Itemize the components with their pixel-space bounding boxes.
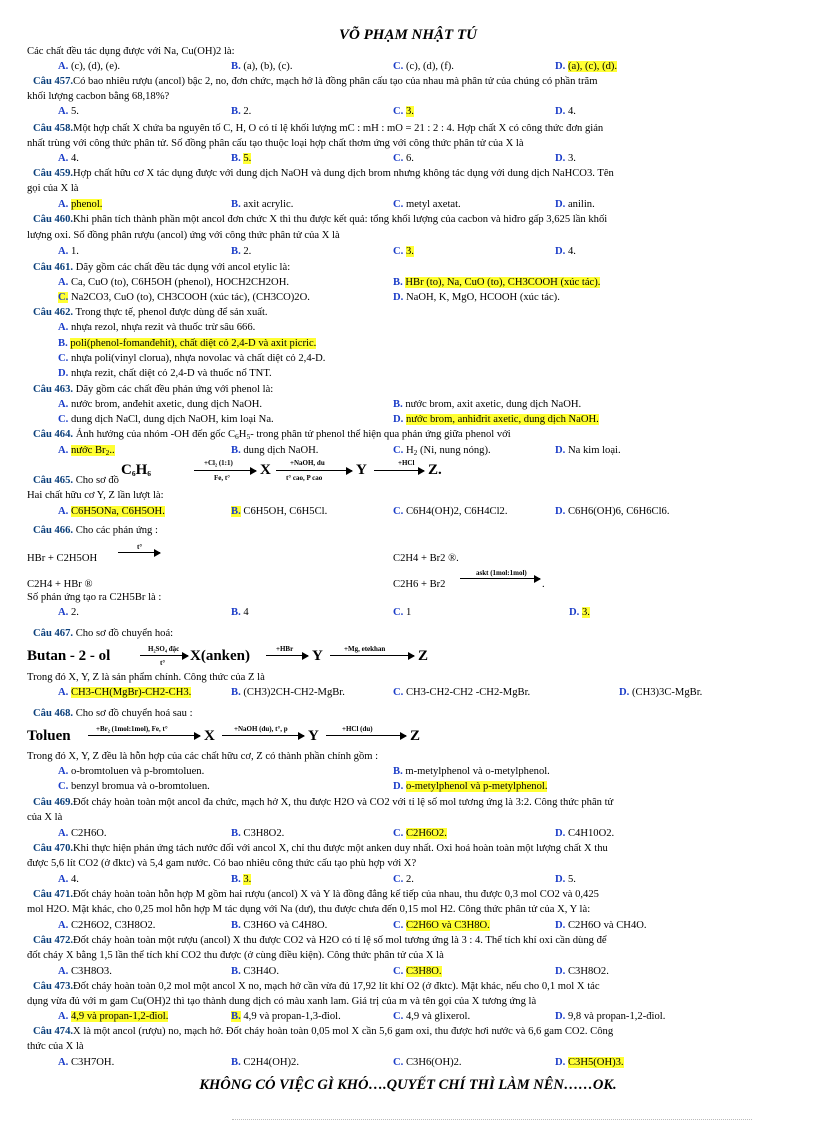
- q457-option-b: B. 2.: [231, 106, 252, 117]
- q466-option-a: A. 2.: [58, 607, 79, 618]
- q472-option-a: A. C3H8O3.: [58, 966, 112, 977]
- q468-scheme-start: Toluen: [27, 728, 71, 744]
- q470-option-a: A. 4.: [58, 874, 79, 885]
- q459-stem-2: gọi của X là: [27, 183, 79, 194]
- q470-stem-2: được 5,6 lít CO2 (ở đktc) và 5,4 gam nước. Có bao nhiêu công thức cấu tạo phù hợp với X?: [27, 858, 417, 869]
- q466-option-d: D. 3.: [569, 607, 590, 618]
- q470-option-b: B. 3.: [231, 874, 252, 885]
- q473-stem: Câu 473.Đốt cháy hoàn toàn 0,2 mol một ancol X no, mạch hở cần vừa đủ 17,92 lít khí O2 (ở đktc). Mặt khác, nếu cho 0,1 mol X tác: [33, 981, 600, 992]
- q462-option-b: B. poli(phenol-fomanđehit), chất diệt cỏ 2,4-D và axit picric.: [58, 338, 317, 349]
- q460-option-a: A. 1.: [58, 246, 79, 257]
- q467-stem: Câu 467. Cho sơ đồ chuyển hoá:: [33, 628, 174, 639]
- q471-option-d: D. C2H6O và CH4O.: [555, 920, 647, 931]
- q457-option-a: A. 5.: [58, 106, 79, 117]
- q467-option-d: D. (CH3)3C-MgBr.: [619, 687, 703, 698]
- q468-arrow3: [326, 735, 406, 736]
- q466-reaction-4-arrow: [460, 578, 540, 579]
- q470-stem: Câu 470.Khi thực hiện phản ứng tách nước đối với ancol X, chỉ thu được một anken duy nhất. Oxi hoá hoàn toàn một lượng chất X thu: [33, 843, 608, 854]
- q465-arrow1: [194, 470, 256, 471]
- q465-arrow2-top: +NaOH, du: [290, 459, 325, 467]
- q467-option-c: C. CH3-CH2-CH2 -CH2-MgBr.: [393, 687, 531, 698]
- q469-option-b: B. C3H8O2.: [231, 828, 285, 839]
- q456-stem: Các chất đều tác dụng được với Na, Cu(OH)2 là:: [27, 46, 235, 57]
- q466-reaction-4-end: .: [542, 579, 545, 590]
- q458-option-c: C. 6.: [393, 153, 414, 164]
- q469-stem-2: của X là: [27, 812, 63, 823]
- q467-option-b: B. (CH3)2CH-CH2-MgBr.: [231, 687, 345, 698]
- q467-arrow1-top: H₂SO₄ đặc: [148, 645, 180, 653]
- q463-option-d: D. nước brom, anhiđrit axetic, dung dịch NaOH.: [393, 414, 599, 425]
- q466-reaction-1-arrow: [118, 552, 160, 553]
- q467-arrow2-top: +HBr: [276, 645, 294, 653]
- q468-arrow1: [88, 735, 200, 736]
- q457-stem-2: khối lượng cacbon bằng 68,18%?: [27, 91, 170, 102]
- q467-scheme-y: Y: [312, 648, 323, 664]
- q468-stem: Câu 468. Cho sơ đồ chuyển hoá sau :: [33, 708, 193, 719]
- q467-option-a: A. CH3-CH(MgBr)-CH2-CH3.: [58, 687, 192, 698]
- q469-option-d: D. C4H10O2.: [555, 828, 615, 839]
- q468-arrow2-top: +NaOH (du), t°, p: [234, 725, 288, 733]
- q466-reaction-1: HBr + C2H5OH: [27, 553, 98, 564]
- q457-option-d: D. 4.: [555, 106, 576, 117]
- q468-scheme-z: Z: [410, 728, 421, 744]
- q471-option-b: B. C3H6O và C4H8O.: [231, 920, 328, 931]
- q467-scheme-z: Z: [418, 648, 429, 664]
- q457-stem: Câu 457.Có bao nhiêu rượu (ancol) bậc 2, no, đơn chức, mạch hở là đồng phân cấu tạo của nhau mà phân tử của chúng có phần trăm: [33, 76, 598, 87]
- q468-option-d: D. o-metylphenol và p-metylphenol.: [393, 781, 548, 792]
- q464-option-b: B. dung dịch NaOH.: [231, 445, 319, 456]
- q465-arrow2-bottom: t° cao, P cao: [286, 474, 323, 482]
- q465-stem-2: Hai chất hữu cơ Y, Z lần lượt là:: [27, 490, 164, 501]
- q463-option-c: C. dung dịch NaCl, dung dịch NaOH, kim loại Na.: [58, 414, 274, 425]
- q458-option-a: A. 4.: [58, 153, 79, 164]
- q464-option-d: D. Na kim loại.: [555, 445, 621, 456]
- q465-option-c: C. C6H4(OH)2, C6H4Cl2.: [393, 506, 508, 517]
- q465-arrow3-top: +HCl: [398, 459, 415, 467]
- q465-scheme-x: X: [260, 462, 271, 478]
- q462-option-a: A. nhựa rezol, nhựa rezit và thuốc trừ sâu 666.: [58, 322, 256, 333]
- q466-question: Số phản ứng tạo ra C2H5Br là :: [27, 592, 162, 603]
- q467-arrow2: [266, 655, 308, 656]
- q465-scheme-y: Y: [356, 462, 367, 478]
- q473-option-c: C. 4,9 và glixerol.: [393, 1011, 471, 1022]
- q462-option-d: D. nhựa rezit, chất diệt cỏ 2,4-D và thuốc nổ TNT.: [58, 368, 272, 379]
- q461-option-c: C. Na2CO3, CuO (to), CH3COOH (xúc tác), (CH3CO)2O.: [58, 292, 310, 303]
- q456-option-d: D. (a), (c), (d).: [555, 61, 618, 72]
- q458-option-d: D. 3.: [555, 153, 576, 164]
- q459-option-a: A. phenol.: [58, 199, 103, 210]
- q468-scheme-y: Y: [308, 728, 319, 744]
- q474-option-d: D. C3H5(OH)3.: [555, 1057, 624, 1068]
- q472-option-d: D. C3H8O2.: [555, 966, 609, 977]
- q465-scheme-z: Z.: [428, 462, 442, 478]
- q465-option-b: B. C6H5OH, C6H5Cl.: [231, 506, 328, 517]
- author-header: VÕ PHẠM NHẬT TÚ: [339, 27, 477, 43]
- footer-divider: [232, 1119, 752, 1120]
- q465-option-d: D. C6H6(OH)6, C6H6Cl6.: [555, 506, 670, 517]
- q470-option-c: C. 2.: [393, 874, 414, 885]
- q464-option-a: A. nước $Br_2$..: [58, 445, 115, 457]
- q466-reaction-3: C2H4 + HBr ®: [27, 579, 93, 590]
- q457-option-c: C. 3.: [393, 106, 414, 117]
- q473-option-a: A. 4,9 và propan-1,2-điol.: [58, 1011, 169, 1022]
- q459-option-b: B. axit acrylic.: [231, 199, 294, 210]
- q460-option-b: B. 2.: [231, 246, 252, 257]
- q460-option-c: C. 3.: [393, 246, 414, 257]
- q461-option-a: A. Ca, CuO (to), C6H5OH (phenol), HOCH2CH2OH.: [58, 277, 290, 288]
- q468-arrow1-top: +Br₂ (1mol:1mol), Fe, t°: [96, 725, 168, 733]
- q461-option-d: D. NaOH, K, MgO, HCOOH (xúc tác).: [393, 292, 560, 303]
- q469-option-c: C. C2H6O2.: [393, 828, 447, 839]
- q468-arrow2: [222, 735, 304, 736]
- q472-stem-2: đốt cháy X bằng 1,5 lần thể tích khí CO2 thu được (ở cùng điều kiện). Công thức phân tử của X là: [27, 950, 444, 961]
- q465-arrow1-bottom: Fe, t°: [214, 474, 231, 482]
- q461-stem: Câu 461. Dãy gồm các chất đều tác dụng với ancol etylic là:: [33, 262, 291, 273]
- q461-option-b: B. HBr (to), Na, CuO (to), CH3COOH (xúc tác).: [393, 277, 601, 288]
- q468-option-b: B. m-metylphenol và o-metylphenol.: [393, 766, 550, 777]
- q459-option-d: D. anilin.: [555, 199, 595, 210]
- q469-option-a: A. C2H6O.: [58, 828, 107, 839]
- q471-option-c: C. C2H6O và C3H8O.: [393, 920, 490, 931]
- q463-option-b: B. nước brom, axit axetic, dung dịch NaOH.: [393, 399, 582, 410]
- q463-option-a: A. nước brom, anđehit axetic, dung dịch NaOH.: [58, 399, 263, 410]
- q468-option-c: C. benzyl bromua và o-bromtoluen.: [58, 781, 210, 792]
- q464-stem: Câu 464. Ảnh hưởng của nhóm -OH đến gốc $C_6H_5-$ trong phân tử phenol thể hiện qua phản ứng giữa phenol với: [33, 429, 511, 441]
- q462-stem: Câu 462. Trong thực tế, phenol được dùng để sản xuất.: [33, 307, 268, 318]
- footer-motto: KHÔNG CÓ VIỆC GÌ KHÓ….QUYẾT CHÍ THÌ LÀM NÊN……OK.: [199, 1077, 617, 1093]
- q468-stem-2: Trong đó X, Y, Z đều là hỗn hợp của các chất hữu cơ, Z có thành phần chính gồm :: [27, 751, 379, 762]
- q467-arrow3-top: +Mg, etekhan: [344, 645, 386, 653]
- q462-option-c: C. nhựa poli(vinyl clorua), nhựa novolac và chất diệt cỏ 2,4-D.: [58, 353, 326, 364]
- q466-option-c: C. 1: [393, 607, 412, 618]
- q459-option-c: C. metyl axetat.: [393, 199, 461, 210]
- q465-arrow3: [374, 470, 424, 471]
- q467-arrow1-bottom: t°: [160, 659, 166, 667]
- q473-option-b: B. 4,9 và propan-1,3-điol.: [231, 1011, 341, 1022]
- q458-stem: Câu 458.Một hợp chất X chứa ba nguyên tố C, H, O có tỉ lệ khối lượng mC : mH : mO = 21 : 2 : 4. Hợp chất X có công thức đơn giản: [33, 123, 604, 134]
- q473-option-d: D. 9,8 và propan-1,2-điol.: [555, 1011, 666, 1022]
- q460-stem: Câu 460.Khi phân tích thành phần một ancol đơn chức X thì thu được kết quả: tổng khối lượng của cacbon và hiđro gấp 3,625 lần khối: [33, 214, 608, 225]
- q456-option-a: A. (c), (d), (e).: [58, 61, 121, 72]
- q469-stem: Câu 469.Đốt cháy hoàn toàn một ancol đa chức, mạch hở X, thu được H2O và CO2 với tỉ lệ số mol tương ứng là 3:2. Công thức phân tử: [33, 797, 614, 808]
- q468-option-a: A. o-bromtoluen và p-bromtoluen.: [58, 766, 205, 777]
- q474-option-b: B. C2H4(OH)2.: [231, 1057, 299, 1068]
- q458-option-b: B. 5.: [231, 153, 252, 164]
- q456-option-b: B. (a), (b), (c).: [231, 61, 293, 72]
- q474-option-a: A. C3H7OH.: [58, 1057, 115, 1068]
- q464-option-c: C. $H_2$ (Ni, nung nóng).: [393, 445, 491, 457]
- q466-stem: Câu 466. Cho các phản ứng :: [33, 525, 158, 536]
- q466-reaction-2: C2H4 + Br2 ®.: [393, 553, 459, 564]
- q467-stem-2: Trong đó X, Y, Z là sản phẩm chính. Công thức của Z là: [27, 672, 265, 683]
- q465-stem: Câu 465. Cho sơ đồ: [33, 475, 119, 486]
- q471-stem: Câu 471.Đốt cháy hoàn toàn hỗn hợp M gồm hai rượu (ancol) X và Y là đồng đẳng kế tiếp của nhau, thu được 0,3 mol CO2 và 0,425: [33, 889, 599, 900]
- q467-scheme-start: Butan - 2 - ol: [27, 648, 111, 664]
- q466-reaction-4: C2H6 + Br2: [393, 579, 446, 590]
- q459-stem: Câu 459.Hợp chất hữu cơ X tác dụng được với dung dịch NaOH và dung dịch brom nhưng không tác dụng với dung dịch NaHCO3. Tên: [33, 168, 614, 179]
- q466-reaction-1-condition: t°: [137, 543, 143, 551]
- q460-stem-2: lượng oxi. Số đồng phân rượu (ancol) ứng với công thức phân tử của X là: [27, 230, 340, 241]
- q467-scheme-x: X(anken): [190, 648, 251, 664]
- q472-option-b: B. C3H4O.: [231, 966, 279, 977]
- q456-option-c: C. (c), (d), (f).: [393, 61, 454, 72]
- q466-reaction-4-condition: askt (1mol:1mol): [476, 569, 527, 577]
- q472-option-c: C. C3H8O.: [393, 966, 442, 977]
- q465-scheme-start: $C_6H_6$: [121, 462, 152, 478]
- q465-arrow2: [276, 470, 352, 471]
- q458-stem-2: nhất trùng với công thức phân tử. Số đồng phân cấu tạo thuộc loại hợp chất thơm ứng với công thức phân tử của X là: [27, 138, 524, 149]
- q471-option-a: A. C2H6O2, C3H8O2.: [58, 920, 156, 931]
- q468-scheme-x: X: [204, 728, 215, 744]
- q471-stem-2: mol H2O. Mặt khác, cho 0,25 mol hỗn hợp M tác dụng với Na (dư), thu được chưa đến 0,15 mol H2. Công thức phân tử của X, Y là:: [27, 904, 591, 915]
- q472-stem: Câu 472.Đốt cháy hoàn toàn một rượu (ancol) X thu được CO2 và H2O có tỉ lệ số mol tương ứng là 3 : 4. Thể tích khí oxi cần dùng để: [33, 935, 607, 946]
- q467-arrow1: [140, 655, 188, 656]
- q468-arrow3-top: +HCl (du): [342, 725, 373, 733]
- q470-option-d: D. 5.: [555, 874, 576, 885]
- q474-stem-2: thức của X là: [27, 1041, 84, 1052]
- q465-option-a: A. C6H5ONa, C6H5OH.: [58, 506, 165, 517]
- q460-option-d: D. 4.: [555, 246, 576, 257]
- q466-option-b: B. 4: [231, 607, 249, 618]
- q474-stem: Câu 474.X là một ancol (rượu) no, mạch hở. Đốt cháy hoàn toàn 0,05 mol X cần 5,6 gam oxi, thu được hơi nước và 6,6 gam CO2. Công: [33, 1026, 614, 1037]
- q473-stem-2: dụng vừa đủ với m gam Cu(OH)2 thì tạo thành dung dịch có màu xanh lam. Giá trị của m và tên gọi của X tương ứng là: [27, 996, 537, 1007]
- q465-arrow1-top: +Cl₂ (1:1): [204, 459, 233, 467]
- q467-arrow3: [330, 655, 414, 656]
- q463-stem: Câu 463. Dãy gồm các chất đều phản ứng với phenol là:: [33, 384, 274, 395]
- q474-option-c: C. C3H6(OH)2.: [393, 1057, 462, 1068]
